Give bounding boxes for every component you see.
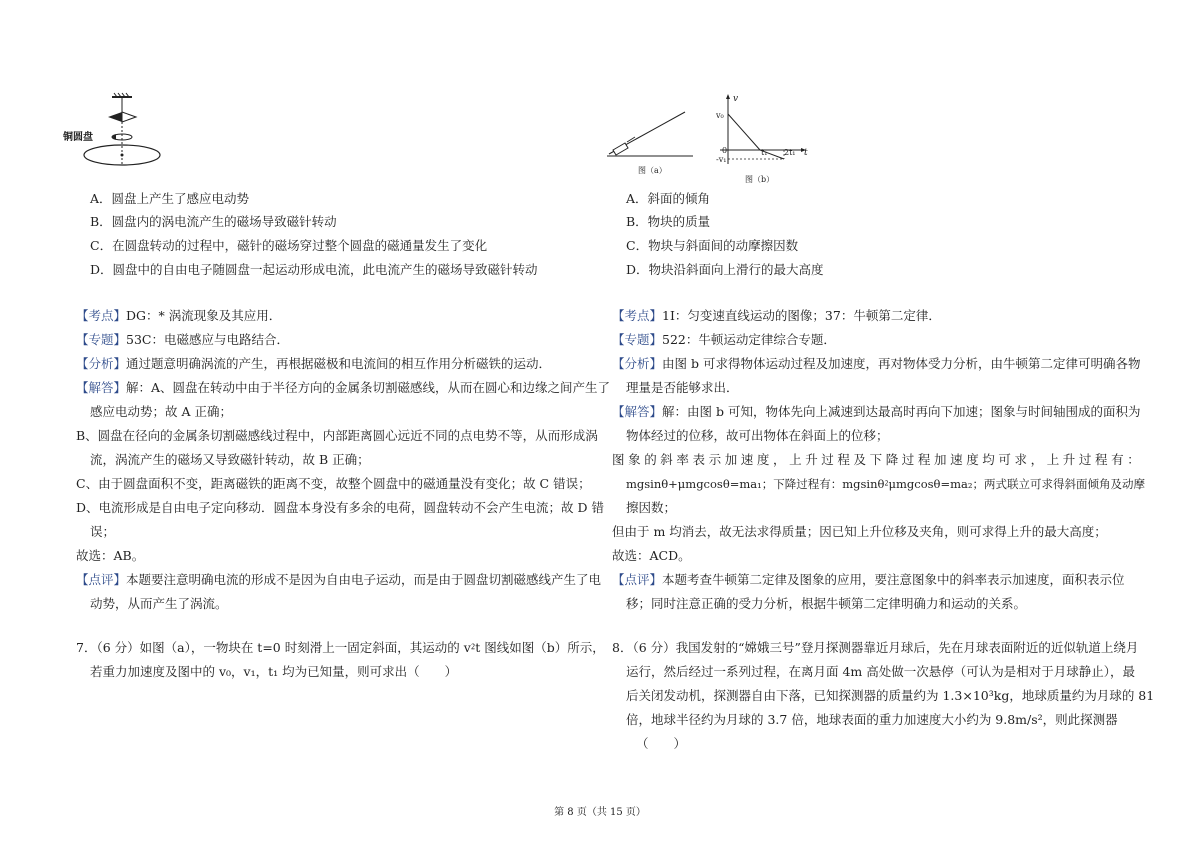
right-zhuanti bbox=[612, 332, 836, 348]
right-jieda-7: 故选：ACD。 bbox=[612, 548, 691, 563]
q8-line-2: 运行，然后经过一系列过程，在离月面 4m 高处做一次悬停（可认为是相对于月球静止），最 bbox=[626, 664, 1136, 679]
q6-option-c: C．在圆盘转动的过程中，磁针的磁场穿过整个圆盘的磁通量发生了变化 bbox=[90, 238, 488, 253]
left-kaodian bbox=[76, 308, 281, 324]
right-jieda-2: 物体经过的位移，故可出物体在斜面上的位移； bbox=[626, 428, 889, 443]
dianping-text-1: 本题考查牛顿第二定律及图象的应用，要注意图象中的斜率表示加速度，面积表示位 bbox=[662, 572, 1125, 587]
vt-t-axis-label: t bbox=[804, 148, 808, 158]
left-jieda-1 bbox=[76, 380, 610, 396]
right-jieda-4: mgsinθ+μmgcosθ=ma₁；下降过程有：mgsinθ⁲μmgcosθ=ma₂；两式联立可求得斜面倾角及动摩 bbox=[626, 477, 1145, 491]
page-footer: 第 8 页（共 15 页） bbox=[554, 807, 646, 818]
q7-option-a: A．斜面的倾角 bbox=[626, 191, 711, 206]
dianping-tag: 【点评】 bbox=[612, 572, 663, 587]
jieda-text-1: 解：A、圆盘在转动中由于半径方向的金属条切割磁感线，从而在圆心和边缘之间产生了 bbox=[126, 380, 611, 395]
zhuanti-tag: 【专题】 bbox=[612, 332, 663, 347]
q7-line-2: 若重力加速度及图中的 v₀，v₁，t₁ 均为已知量，则可求出（ ） bbox=[90, 664, 458, 679]
figure-b-caption: 图（b） bbox=[745, 175, 775, 184]
q8-line-4: 倍，地球半径约为月球的 3.7 倍，地球表面的重力加速度大小约为 9.8m/s²，则此探测器 bbox=[626, 712, 1118, 727]
left-jieda-4: 流，涡流产生的磁场又导致磁针转动，故 B 正确； bbox=[90, 452, 370, 467]
left-jieda-6: D、电流形成是自由电子定向移动．圆盘本身没有多余的电荷，圆盘转动不会产生电流；故 D 错 bbox=[76, 500, 604, 515]
q6-option-b: B．圆盘内的涡电流产生的磁场导致磁针转动 bbox=[90, 214, 337, 229]
jieda-tag: 【解答】 bbox=[76, 380, 127, 395]
left-dianping-1 bbox=[76, 572, 601, 588]
q8-line-3: 后关闭发动机，探测器自由下落，已知探测器的质量约为 1.3×10³kg，地球质量约为月球的 81 bbox=[626, 688, 1155, 703]
q7-line-1: 7．（6 分）如图（a），一物块在 t=0 时刻滑上一固定斜面，其运动的 v⁲t 图线如图（b）所示， bbox=[76, 640, 605, 655]
jieda-tag: 【解答】 bbox=[612, 404, 663, 419]
fenxi-text: 通过题意明确涡流的产生，再根据磁极和电流间的相互作用分析磁铁的运动． bbox=[126, 356, 552, 371]
fenxi-tag: 【分析】 bbox=[76, 356, 127, 371]
vt-v0-label: v₀ bbox=[716, 111, 724, 120]
left-jieda-8: 故选：AB。 bbox=[76, 548, 145, 563]
left-zhuanti bbox=[76, 332, 289, 348]
q7-option-d: D．物块沿斜面向上滑行的最大高度 bbox=[626, 262, 824, 277]
dianping-text-1: 本题要注意明确电流的形成不是因为自由电子运动，而是由于圆盘切割磁感线产生了电 bbox=[126, 572, 602, 587]
zhuanti-tag: 【专题】 bbox=[76, 332, 127, 347]
q8-line-5: （ ） bbox=[636, 736, 687, 751]
q8-line-1: 8．（6 分）我国发射的“嫦娥三号”登月探测器靠近月球后，先在月球表面附近的近似轨道上绕月 bbox=[612, 640, 1139, 655]
q6-option-a: A．圆盘上产生了感应电动势 bbox=[90, 191, 250, 206]
right-jieda-6: 但由于 m 均消去，故无法求得质量；因已知上升位移及夹角，则可求得上升的最大高度； bbox=[612, 524, 1107, 539]
q7-option-b: B．物块的质量 bbox=[626, 214, 711, 229]
left-dianping-2: 动势，从而产生了涡流。 bbox=[90, 596, 228, 611]
left-jieda-3: B、圆盘在径向的金属条切割磁感线过程中，内部距离圆心远近不同的点电势不等，从而形成涡 bbox=[76, 428, 598, 443]
kaodian-tag: 【考点】 bbox=[612, 308, 663, 323]
vt-origin-label: 0 bbox=[722, 146, 728, 155]
copper-disc-label: 铜圆盘 bbox=[63, 132, 93, 143]
left-jieda-2: 感应电动势；故 A 正确； bbox=[90, 404, 232, 419]
right-jieda-5: 擦因数； bbox=[626, 500, 677, 515]
right-fenxi-1 bbox=[612, 356, 1140, 372]
right-jieda-1 bbox=[612, 404, 1140, 420]
right-dianping-1 bbox=[612, 572, 1125, 588]
figure-a-caption: 图（a） bbox=[638, 166, 667, 175]
left-jieda-5: C、由于圆盘面积不变，距离磁铁的距离不变，故整个圆盘中的磁通量没有变化；故 C 错误； bbox=[76, 476, 591, 491]
left-jieda-7: 误； bbox=[90, 524, 116, 539]
kaodian-text: 1I：匀变速直线运动的图像；37：牛顿第二定律． bbox=[662, 308, 941, 323]
right-fenxi-2: 理量是否能够求出． bbox=[626, 380, 739, 395]
vt-t1-label: t₁ bbox=[761, 148, 768, 157]
right-kaodian bbox=[612, 308, 941, 324]
kaodian-tag: 【考点】 bbox=[76, 308, 127, 323]
right-jieda-3: 图象的斜率表示加速度，上升过程及下降过程加速度均可求，上升过程有： bbox=[612, 452, 1144, 467]
kaodian-text: DG：* 涡流现象及其应用． bbox=[126, 308, 282, 323]
left-fenxi bbox=[76, 356, 551, 372]
right-dianping-2: 移；同时注意正确的受力分析，根据牛顿第二定律明确力和运动的关系。 bbox=[626, 596, 1027, 611]
vt-v-axis-label: v bbox=[733, 94, 739, 104]
q6-option-d: D．圆盘中的自由电子随圆盘一起运动形成电流，此电流产生的磁场导致磁针转动 bbox=[90, 262, 538, 277]
dianping-tag: 【点评】 bbox=[76, 572, 127, 587]
zhuanti-text: 522：牛顿运动定律综合专题． bbox=[662, 332, 836, 347]
vt-v1-label: -v₁ bbox=[716, 155, 727, 164]
fenxi-text-1: 由图 b 可求得物体运动过程及加速度，再对物体受力分析，由牛顿第二定律可明确各物 bbox=[662, 356, 1141, 371]
vt-2t1-label: 2t₁ bbox=[784, 148, 796, 157]
jieda-text-1: 解：由图 b 可知，物体先向上减速到达最高时再向下加速；图象与时间轴围成的面积为 bbox=[662, 404, 1141, 419]
q7-option-c: C．物块与斜面间的动摩擦因数 bbox=[626, 238, 799, 253]
fenxi-tag: 【分析】 bbox=[612, 356, 663, 371]
zhuanti-text: 53C：电磁感应与电路结合． bbox=[126, 332, 289, 347]
